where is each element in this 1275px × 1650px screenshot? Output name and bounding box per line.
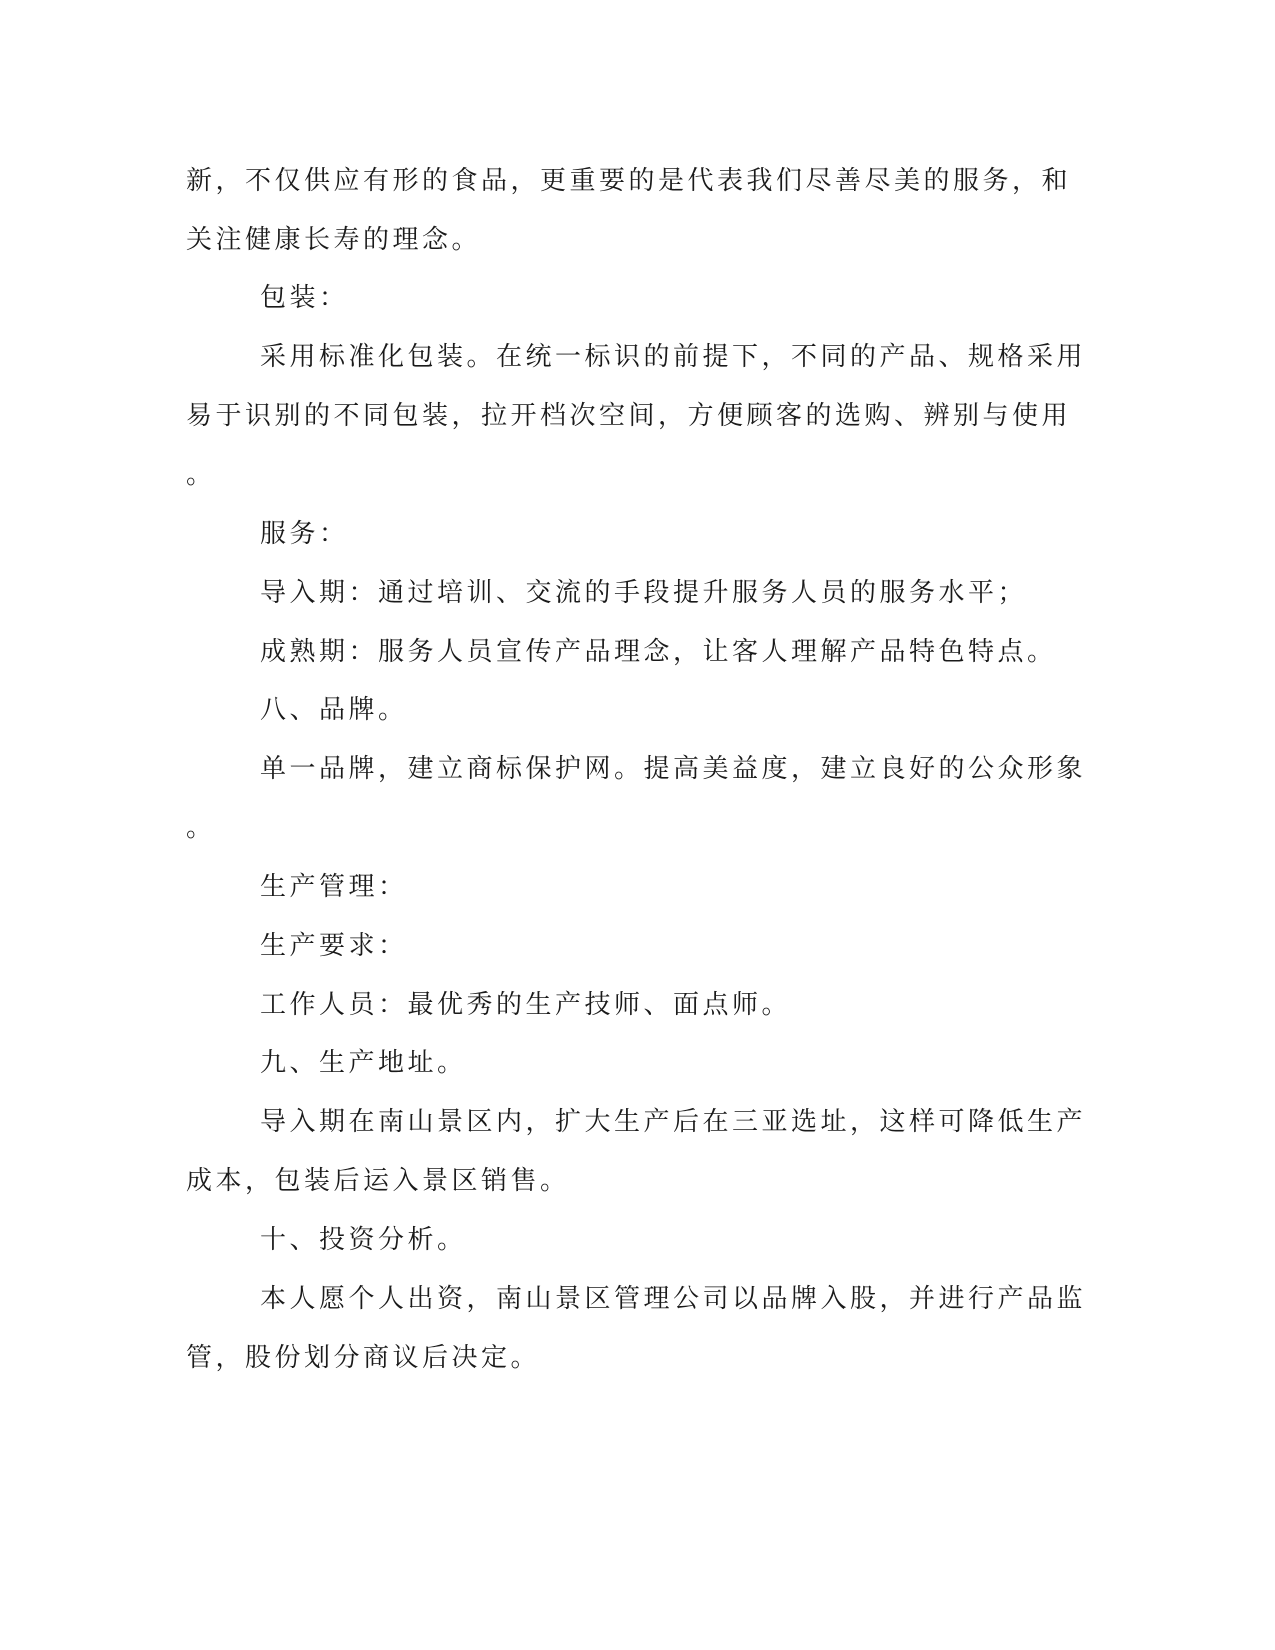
paragraph-line-2: 关注健康长寿的理念。 <box>186 225 482 255</box>
paragraph-line-3: 采用标准化包装。在统一标识的前提下，不同的产品、规格采用 <box>260 342 1087 372</box>
paragraph-line-12: 成本，包装后运入景区销售。 <box>186 1166 570 1196</box>
paragraph-line-10: 工作人员：最优秀的生产技师、面点师。 <box>260 990 792 1020</box>
section-heading-production-requirements: 生产要求： <box>260 931 408 961</box>
paragraph-line-14: 管，股份划分商议后决定。 <box>186 1343 541 1373</box>
section-heading-investment-analysis: 十、投资分析。 <box>260 1225 467 1255</box>
section-heading-production-address: 九、生产地址。 <box>260 1048 467 1078</box>
paragraph-line-1: 新，不仅供应有形的食品，更重要的是代表我们尽善尽美的服务，和 <box>186 166 1072 196</box>
paragraph-line-7: 成熟期：服务人员宣传产品理念，让客人理解产品特色特点。 <box>260 637 1057 667</box>
paragraph-line-9: 。 <box>186 813 216 843</box>
paragraph-line-5: 。 <box>186 460 216 490</box>
paragraph-line-6: 导入期：通过培训、交流的手段提升服务人员的服务水平； <box>260 578 1028 608</box>
paragraph-line-11: 导入期在南山景区内，扩大生产后在三亚选址，这样可降低生产 <box>260 1107 1087 1137</box>
section-heading-brand: 八、品牌。 <box>260 695 408 725</box>
paragraph-line-4: 易于识别的不同包装，拉开档次空间，方便顾客的选购、辨别与使用 <box>186 401 1072 431</box>
section-heading-production-management: 生产管理： <box>260 872 408 902</box>
section-heading-packaging: 包装： <box>260 283 349 313</box>
paragraph-line-13: 本人愿个人出资，南山景区管理公司以品牌入股，并进行产品监 <box>260 1284 1087 1314</box>
paragraph-line-8: 单一品牌，建立商标保护网。提高美益度，建立良好的公众形象 <box>260 754 1087 784</box>
section-heading-service: 服务： <box>260 519 349 549</box>
